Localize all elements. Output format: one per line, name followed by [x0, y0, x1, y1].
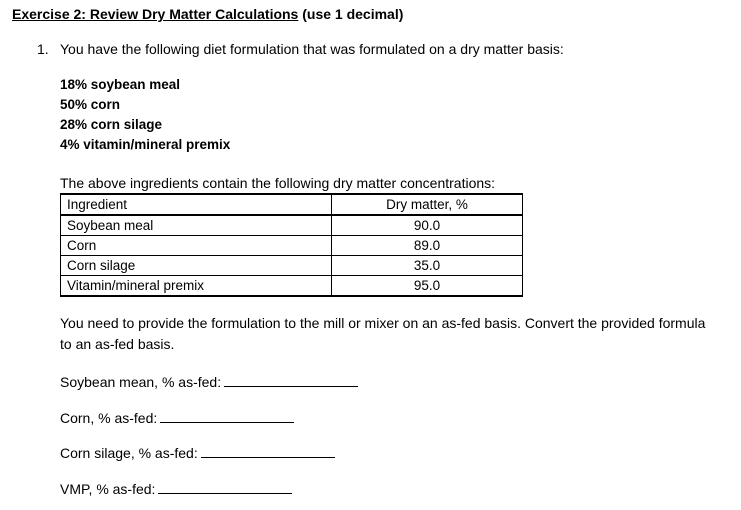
table-row	[61, 215, 523, 236]
instruction-paragraph: You need to provide the formulation to the mill or mixer on an as-fed basis. Convert the provided formula to an as-fed basis.	[60, 315, 706, 352]
answer-soybean-blank[interactable]	[224, 385, 358, 387]
answer-soybean	[60, 374, 358, 390]
answer-soybean-label: Soybean mean, % as-fed:	[60, 374, 222, 390]
exercise-title-suffix: (use 1 decimal)	[298, 6, 404, 22]
answer-corn-silage-label: Corn silage, % as-fed:	[60, 445, 198, 461]
diet-item-corn-silage: 28% corn silage	[60, 117, 163, 132]
dry-matter-cell: 95.0	[332, 276, 523, 297]
dry-matter-cell: 89.0	[332, 236, 523, 256]
diet-item-corn: 50% corn	[60, 97, 121, 112]
ingredient-cell: Vitamin/mineral premix	[61, 276, 332, 297]
header-dry-matter: Dry matter, %	[332, 194, 523, 215]
table-header-row	[61, 194, 523, 215]
table-row	[61, 276, 523, 297]
table-row	[61, 236, 523, 256]
question-text: You have the following diet formulation that was formulated on a dry matter basis:	[60, 41, 564, 57]
answer-corn-silage-blank[interactable]	[201, 456, 335, 458]
dry-matter-cell: 35.0	[332, 256, 523, 276]
answer-vmp-blank[interactable]	[158, 492, 292, 494]
table-intro: The above ingredients contain the following dry matter concentrations:	[60, 175, 496, 191]
diet-item-soybean: 18% soybean meal	[60, 77, 181, 92]
exercise-title-main: Exercise 2: Review Dry Matter Calculations	[12, 6, 299, 22]
answer-corn-blank[interactable]	[160, 421, 294, 423]
answer-vmp-label: VMP, % as-fed:	[60, 481, 156, 497]
question-number: 1.	[37, 41, 49, 57]
table-row	[61, 256, 523, 276]
ingredient-cell: Corn silage	[61, 256, 332, 276]
answer-vmp	[60, 481, 292, 497]
answer-corn-silage	[60, 445, 335, 461]
header-ingredient: Ingredient	[61, 194, 332, 215]
ingredient-cell: Soybean meal	[61, 215, 332, 236]
ingredient-cell: Corn	[61, 236, 332, 256]
exercise-title	[12, 6, 403, 22]
dry-matter-cell: 90.0	[332, 215, 523, 236]
dry-matter-table	[60, 193, 523, 297]
diet-item-premix: 4% vitamin/mineral premix	[60, 137, 231, 152]
answer-corn	[60, 410, 294, 426]
answer-corn-label: Corn, % as-fed:	[60, 410, 158, 426]
